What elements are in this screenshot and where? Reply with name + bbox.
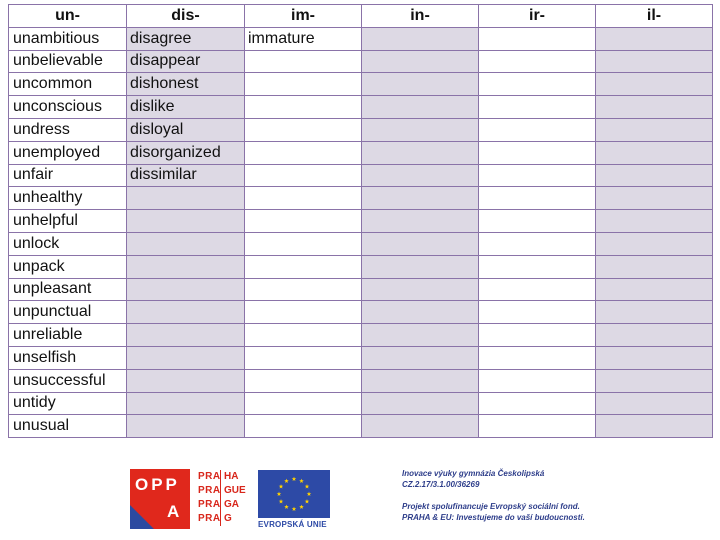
cell-ir [479, 210, 596, 233]
cell-un: unreliable [9, 324, 127, 347]
cell-in [362, 96, 479, 119]
project-info [402, 468, 702, 523]
cell-in [362, 392, 479, 415]
cell-dis: dissimilar [127, 164, 245, 187]
cell-il [596, 232, 713, 255]
cell-ir [479, 187, 596, 210]
cell-un: unconscious [9, 96, 127, 119]
table-row [9, 415, 713, 438]
cell-il [596, 278, 713, 301]
cell-ir [479, 392, 596, 415]
cell-un: untidy [9, 392, 127, 415]
cell-dis: disorganized [127, 141, 245, 164]
cell-un: unhelpful [9, 210, 127, 233]
cell-il [596, 73, 713, 96]
cell-in [362, 301, 479, 324]
cell-in [362, 141, 479, 164]
table-row [9, 96, 713, 119]
table-row [9, 255, 713, 278]
cell-dis: disagree [127, 27, 245, 50]
cell-ir [479, 232, 596, 255]
table-row [9, 141, 713, 164]
cell-ir [479, 346, 596, 369]
cell-un: unpleasant [9, 278, 127, 301]
cell-in [362, 50, 479, 73]
prefix-table [8, 4, 713, 438]
cell-in [362, 255, 479, 278]
cell-un: unambitious [9, 27, 127, 50]
table-row [9, 164, 713, 187]
table-body [9, 27, 713, 437]
cell-il [596, 369, 713, 392]
header-im: im- [245, 5, 362, 28]
cell-im [245, 96, 362, 119]
eu-star-icon [279, 484, 284, 488]
info-line-1: Inovace výuky gymnázia Českolipská [402, 469, 545, 478]
cell-im [245, 255, 362, 278]
cell-un: unlock [9, 232, 127, 255]
praha-logo: PRA HA PRA GUE PRA GA PRA G [198, 470, 250, 526]
cell-dis [127, 369, 245, 392]
cell-ir [479, 27, 596, 50]
cell-dis [127, 324, 245, 347]
cell-dis [127, 392, 245, 415]
eu-star-icon [305, 499, 310, 503]
cell-in [362, 415, 479, 438]
table-row [9, 392, 713, 415]
info-line-2: CZ.2.17/3.1.00/36269 [402, 480, 480, 489]
cell-ir [479, 278, 596, 301]
table-row [9, 324, 713, 347]
eu-label: EVROPSKÁ UNIE [258, 520, 327, 529]
cell-in [362, 278, 479, 301]
cell-un: unsuccessful [9, 369, 127, 392]
cell-in [362, 27, 479, 50]
oppa-logo-text-bottom: A [167, 502, 180, 521]
cell-im [245, 392, 362, 415]
cell-in [362, 164, 479, 187]
cell-in [362, 210, 479, 233]
oppa-logo [130, 469, 190, 529]
cell-un: unfair [9, 164, 127, 187]
cell-im [245, 164, 362, 187]
cell-il [596, 118, 713, 141]
cell-un: unbelievable [9, 50, 127, 73]
info-line-4: PRAHA & EU: Investujeme do vaší budoucnosti. [402, 513, 585, 522]
cell-in [362, 324, 479, 347]
cell-il [596, 346, 713, 369]
cell-im [245, 210, 362, 233]
cell-il [596, 210, 713, 233]
cell-dis: dislike [127, 96, 245, 119]
cell-il [596, 96, 713, 119]
cell-un: undress [9, 118, 127, 141]
eu-flag-icon [258, 470, 330, 518]
cell-im [245, 73, 362, 96]
cell-in [362, 187, 479, 210]
cell-dis [127, 301, 245, 324]
cell-dis: dishonest [127, 73, 245, 96]
table-row [9, 27, 713, 50]
cell-in [362, 232, 479, 255]
cell-im [245, 301, 362, 324]
cell-dis [127, 255, 245, 278]
table-row [9, 232, 713, 255]
cell-il [596, 255, 713, 278]
cell-im [245, 118, 362, 141]
eu-star-icon [292, 507, 297, 511]
cell-dis: disappear [127, 50, 245, 73]
eu-star-icon [279, 499, 284, 503]
cell-im [245, 415, 362, 438]
cell-dis [127, 415, 245, 438]
eu-star-icon [305, 484, 310, 488]
cell-im [245, 369, 362, 392]
cell-ir [479, 324, 596, 347]
eu-star-icon [307, 492, 312, 496]
table-row [9, 369, 713, 392]
eu-star-icon [299, 505, 304, 509]
cell-im [245, 232, 362, 255]
cell-un: unusual [9, 415, 127, 438]
cell-in [362, 118, 479, 141]
cell-dis: disloyal [127, 118, 245, 141]
table-row [9, 278, 713, 301]
eu-logo [258, 470, 332, 532]
cell-ir [479, 369, 596, 392]
table-row [9, 346, 713, 369]
cell-il [596, 27, 713, 50]
table-row [9, 301, 713, 324]
cell-un: unpunctual [9, 301, 127, 324]
cell-im: immature [245, 27, 362, 50]
cell-un: uncommon [9, 73, 127, 96]
eu-star-icon [277, 492, 282, 496]
cell-in [362, 346, 479, 369]
eu-star-icon [284, 505, 289, 509]
eu-star-icon [292, 477, 297, 481]
footer [0, 466, 720, 536]
cell-ir [479, 73, 596, 96]
table-row [9, 187, 713, 210]
cell-ir [479, 141, 596, 164]
cell-dis [127, 210, 245, 233]
cell-ir [479, 301, 596, 324]
header-ir: ir- [479, 5, 596, 28]
cell-in [362, 369, 479, 392]
cell-il [596, 301, 713, 324]
cell-im [245, 141, 362, 164]
prefix-table-container [8, 4, 712, 438]
cell-ir [479, 164, 596, 187]
cell-in [362, 73, 479, 96]
cell-im [245, 324, 362, 347]
cell-il [596, 187, 713, 210]
cell-il [596, 141, 713, 164]
table-row [9, 50, 713, 73]
cell-dis [127, 278, 245, 301]
cell-un: unemployed [9, 141, 127, 164]
table-row [9, 118, 713, 141]
cell-un: unpack [9, 255, 127, 278]
cell-im [245, 346, 362, 369]
info-line-3: Projekt spolufinancuje Evropský sociální fond. [402, 502, 580, 511]
cell-dis [127, 346, 245, 369]
cell-ir [479, 50, 596, 73]
table-row [9, 73, 713, 96]
cell-il [596, 164, 713, 187]
eu-star-icon [284, 479, 289, 483]
header-un: un- [9, 5, 127, 28]
cell-il [596, 415, 713, 438]
header-il: il- [596, 5, 713, 28]
table-row [9, 210, 713, 233]
cell-il [596, 392, 713, 415]
oppa-logo-text-top: OPP [135, 475, 180, 494]
cell-im [245, 278, 362, 301]
header-dis: dis- [127, 5, 245, 28]
cell-il [596, 50, 713, 73]
eu-star-icon [299, 479, 304, 483]
cell-il [596, 324, 713, 347]
cell-ir [479, 255, 596, 278]
cell-im [245, 187, 362, 210]
cell-ir [479, 96, 596, 119]
cell-im [245, 50, 362, 73]
cell-dis [127, 232, 245, 255]
header-in: in- [362, 5, 479, 28]
cell-un: unhealthy [9, 187, 127, 210]
header-row [9, 5, 713, 28]
cell-ir [479, 118, 596, 141]
cell-ir [479, 415, 596, 438]
cell-dis [127, 187, 245, 210]
cell-un: unselfish [9, 346, 127, 369]
